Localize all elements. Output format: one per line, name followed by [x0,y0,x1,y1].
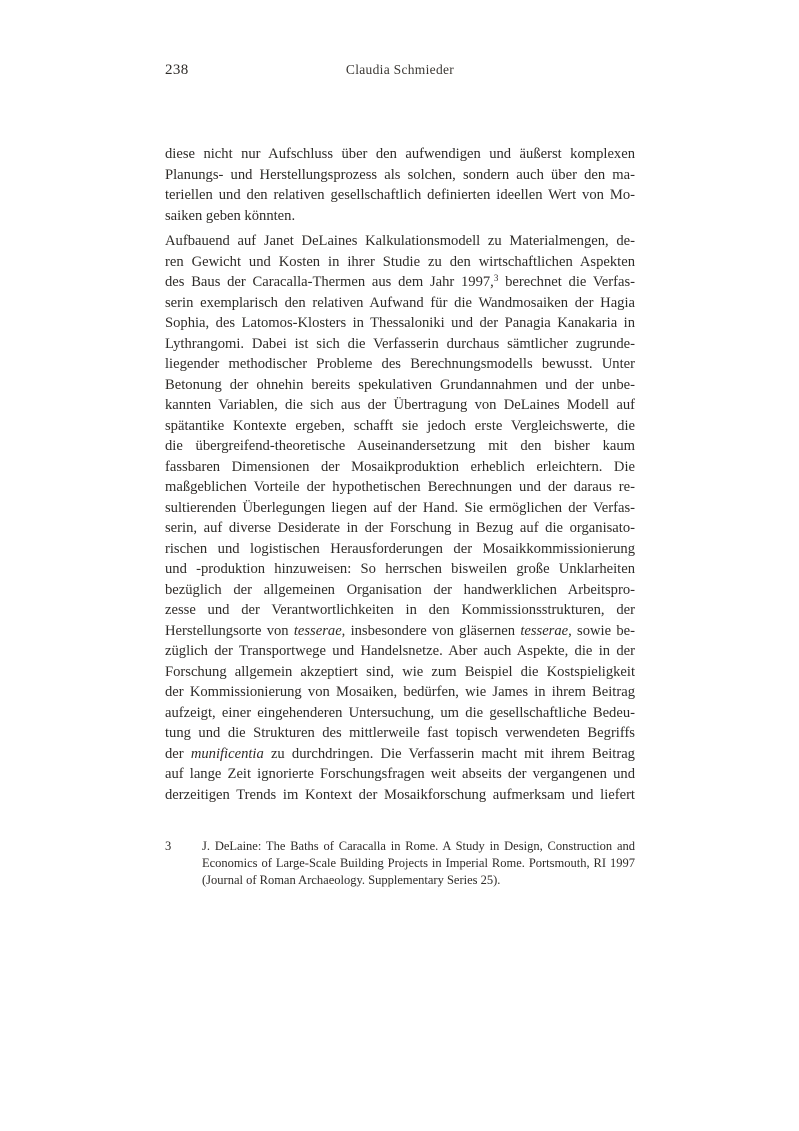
text-line [165,293,635,314]
page-number: 238 [165,62,189,78]
text-run: zesse und der Verantwortlichkeiten in den Kommissionsstrukturen, der [165,602,635,618]
text-line [165,231,635,252]
text-run: derzeitigen Trends im Kontext der Mosaikforschung aufmerksam und liefert [165,786,635,803]
text-run: serin exemplarisch den relativen Aufwand für die Wandmosaiken der Hagia [165,294,635,311]
text-line [165,144,635,165]
text-run: serin, auf diverse Desiderate in der Forschung in Bezug auf die organisato- [165,520,635,536]
text-run: Herstellungsorte von [165,622,294,639]
text-run: teriellen und den relativen gesellschaftlich definierten ideellen Wert von Mo- [165,187,635,203]
text-line [165,723,635,744]
text-run: der [165,745,191,762]
text-line [165,600,635,621]
text-run: berechnet die Verfas- [498,274,635,290]
text-run: liegender methodischer Probleme des Berechnungsmodells bewusst. Unter [165,356,635,372]
italic-term: munificentia [190,745,264,762]
text-line [202,855,635,872]
text-run: Sophia, des Latomos-Klosters in Thessaloniki und der Panagia Kanakaria in [165,315,635,331]
text-run: , insbesondere von gläsernen [341,622,521,639]
text-run: saiken geben könnten. [165,207,296,224]
text-line [202,872,635,889]
main-text [165,144,635,805]
text-line [165,539,635,560]
text-run: die übergreifend-theoretische Auseinandersetzung mit den bisher kaum [165,438,635,454]
running-head [165,62,635,80]
text-run: J. DeLaine: The Baths of Caracalla in Rome. A Study in Design, Construction and [202,839,635,853]
text-line [165,395,635,416]
text-run: züglich der Transportwege und Handelsnetze. Aber auch Aspekte, die in der [165,643,635,659]
text-line [165,764,635,785]
text-line [165,785,635,806]
text-line [165,662,635,683]
text-run: , sowie be- [568,622,635,639]
text-run: spätantike Kontexte ergeben, schafft sie jedoch erste Vergleichswerte, die [165,417,635,434]
text-run: der Kommissionierung von Mosaiken, bedürfen, wie James in ihrem Beitrag [165,684,635,700]
text-run: aufzeigt, einer eingehenderen Untersuchung, um die gesellschaftliche Bedeu- [165,704,635,721]
text-run: (Journal of Roman Archaeology. Supplementary Series 25). [202,873,501,887]
paragraph-2 [165,231,635,805]
text-line [165,477,635,498]
text-run: Economics of Large-Scale Building Projects in Imperial Rome. Portsmouth, RI 1997 [202,856,635,870]
footnote [165,838,635,889]
text-line [165,272,635,293]
text-run: rischen und logistischen Herausforderungen der Mosaikkommissionierung [165,540,635,557]
text-line [165,354,635,375]
text-run: tung und die Strukturen des mittlerweile fast topisch verwendeten Begriffs [165,725,635,741]
running-head-author: Claudia Schmieder [345,62,455,77]
text-run: ren Gewicht und Kosten in ihrer Studie zu den wirtschaftlichen Aspekten [165,253,635,270]
text-line [165,375,635,396]
italic-term: tesserae [520,622,569,639]
text-run: auf lange Zeit ignorierte Forschungsfragen weit abseits der vergangenen und [165,766,635,782]
text-line [165,580,635,601]
text-line [165,744,635,765]
text-line [165,313,635,334]
footnote-ref: 3 [493,273,499,283]
text-run: fassbaren Dimensionen der Mosaikproduktion erheblich erleichtern. Die [165,458,635,475]
text-line [165,206,635,227]
footnote-text [202,838,635,889]
text-line [165,641,635,662]
text-run: diese nicht nur Aufschluss über den aufwendigen und äußerst komplexen [165,146,635,162]
text-line [165,518,635,539]
text-line [165,252,635,273]
text-line [165,165,635,186]
text-line [165,559,635,580]
text-run: Betonung der ohnehin bereits spekulativen Grundannahmen und der unbe- [165,376,635,393]
text-line [165,621,635,642]
text-run: kannten Variablen, die sich aus der Übertragung von DeLaines Modell auf [165,397,635,413]
italic-term: tesserae [293,622,342,639]
text-run: maßgeblichen Vorteile der hypothetischen Berechnungen und der daraus re- [165,479,635,495]
text-run: bezüglich der allgemeinen Organisation der handwerklichen Arbeitspro- [165,581,635,598]
text-run: Lythrangomi. Dabei ist sich die Verfasserin durchaus sämtlicher zugrunde- [165,335,635,352]
text-line [202,838,635,855]
text-run: und -produktion hinzuweisen: So herrschen bisweilen große Unklarheiten [165,561,635,577]
text-line [165,185,635,206]
text-line [165,498,635,519]
text-line [165,703,635,724]
text-run: sultierenden Überlegungen liegen auf der Hand. Sie ermöglichen der Verfas- [165,499,635,516]
text-line [165,334,635,355]
footnote-number: 3 [165,839,172,853]
text-line [165,436,635,457]
text-line [165,416,635,437]
text-line [165,682,635,703]
text-line [165,457,635,478]
text-run: Aufbauend auf Janet DeLaines Kalkulationsmodell zu Materialmengen, de- [165,233,635,249]
text-run: zu durchdringen. Die Verfasserin macht mit ihrem Beitrag [263,745,635,762]
text-run: Planungs- und Herstellungsprozess als solchen, sondern auch über den ma- [165,166,635,183]
text-run: des Baus der Caracalla-Thermen aus dem Jahr 1997, [165,274,494,290]
paragraph-1 [165,144,635,226]
text-run: Forschung allgemein akzeptiert sind, wie zum Beispiel die Kostspieligkeit [165,663,635,680]
